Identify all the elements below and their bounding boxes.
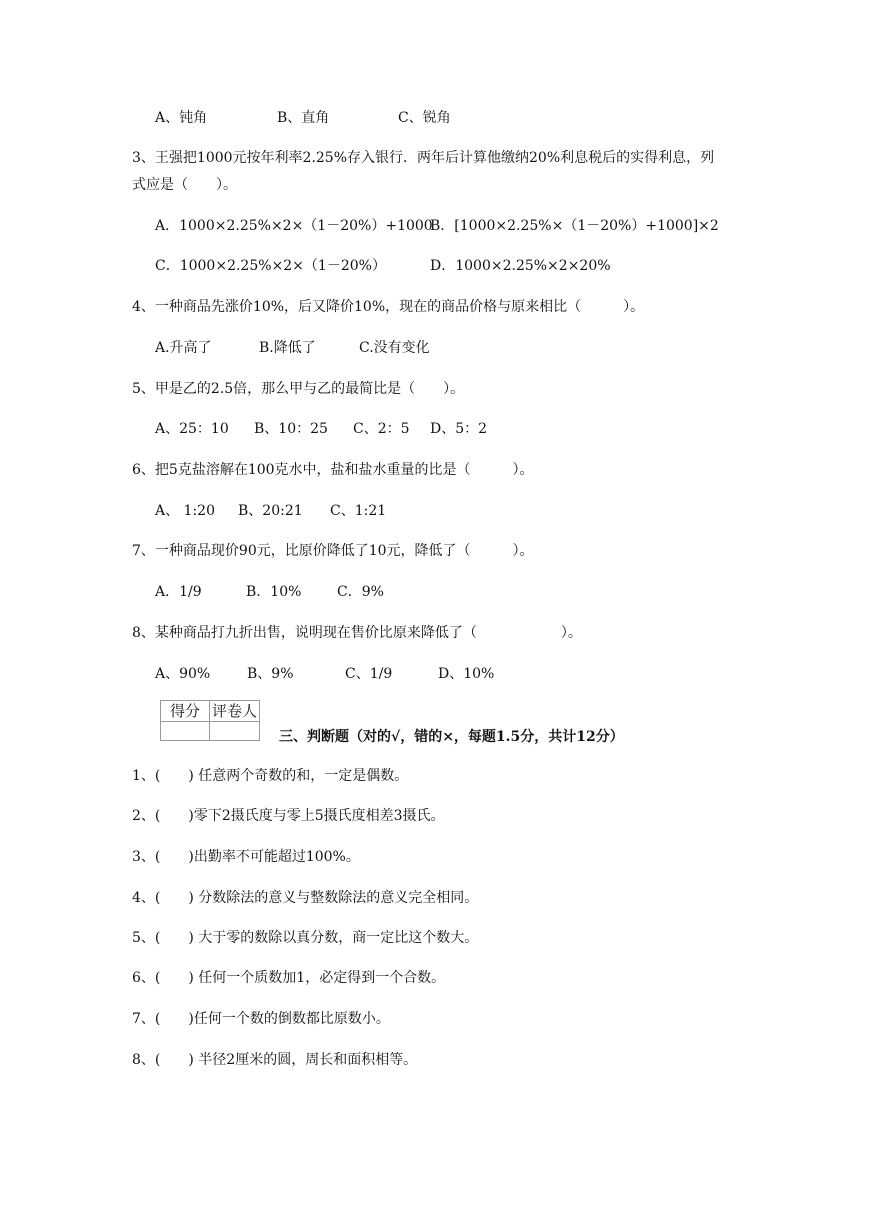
q7-text: 7、一种商品现价90元，比原价降低了10元，降低了（ ）。 <box>132 543 534 559</box>
judgment-item: 4、( ) 分数除法的意义与整数除法的意义完全相同。 <box>132 890 479 906</box>
q5-option-d: D、5：2 <box>430 421 488 437</box>
q7-option-a: A．1/9 <box>155 584 202 600</box>
q6-option-c: C、1:21 <box>330 503 387 519</box>
judgment-item: 1、( ) 任意两个奇数的和，一定是偶数。 <box>132 768 409 784</box>
judgment-item: 3、( )出勤率不可能超过100%。 <box>132 849 360 865</box>
q5-option-a: A、25：10 <box>155 421 229 437</box>
q5-option-b: B、10：25 <box>254 421 328 437</box>
section-title: 三、判断题（对的√，错的×，每题1.5分，共计12分） <box>279 729 624 745</box>
judgment-item: 2、( )零下2摄氏度与零上5摄氏度相差3摄氏。 <box>132 808 445 824</box>
q2-option-a: A、钝角 <box>155 110 208 126</box>
q6-text: 6、把5克盐溶解在100克水中，盐和盐水重量的比是（ ）。 <box>132 462 534 478</box>
q6-option-a: A、 1:20 <box>155 503 215 519</box>
q2-option-b: B、直角 <box>277 110 330 126</box>
q7-option-b: B．10% <box>246 584 302 600</box>
grader-cell[interactable] <box>210 722 260 741</box>
q8-option-c: C、1/9 <box>345 666 393 682</box>
q8-option-a: A、90% <box>155 666 211 682</box>
q5-text: 5、甲是乙的2.5倍，那么甲与乙的最简比是（ ）。 <box>132 381 465 397</box>
judgment-item: 6、( ) 任何一个质数加1，必定得到一个合数。 <box>132 970 446 986</box>
grader-header: 评卷人 <box>210 701 260 722</box>
score-cell[interactable] <box>161 722 210 741</box>
q3-option-b: B．[1000×2.25%×（1－20%）+1000]×2 <box>430 218 719 234</box>
judgment-item: 7、( )任何一个数的倒数都比原数小。 <box>132 1011 390 1027</box>
q3-option-a: A．1000×2.25%×2×（1－20%）+1000 <box>155 218 433 234</box>
score-table <box>160 700 260 741</box>
q3-option-d: D．1000×2.25%×2×20% <box>430 258 611 274</box>
q4-option-a: A.升高了 <box>155 340 212 356</box>
q8-option-d: D、10% <box>438 666 495 682</box>
q8-text: 8、某种商品打九折出售，说明现在售价比原来降低了（ ）。 <box>132 625 582 641</box>
q4-text: 4、一种商品先涨价10%，后又降价10%，现在的商品价格与原来相比（ ）。 <box>132 299 645 315</box>
q6-option-b: B、20:21 <box>238 503 303 519</box>
q3-option-c: C．1000×2.25%×2×（1－20%） <box>155 258 386 274</box>
q7-option-c: C．9% <box>337 584 384 600</box>
q5-option-c: C、2：5 <box>353 421 410 437</box>
q4-option-c: C.没有变化 <box>359 340 430 356</box>
q2-option-c: C、锐角 <box>398 110 451 126</box>
judgment-item: 5、( ) 大于零的数除以真分数，商一定比这个数大。 <box>132 930 479 946</box>
q3-text-line1: 3、王强把1000元按年利率2.25%存入银行．两年后计算他缴纳20%利息税后的实得利息，列 <box>132 150 715 166</box>
q8-option-b: B、9% <box>247 666 294 682</box>
judgment-item: 8、( ) 半径2厘米的圆，周长和面积相等。 <box>132 1052 418 1068</box>
q4-option-b: B.降低了 <box>259 340 316 356</box>
score-header: 得分 <box>161 701 210 722</box>
q3-text-line2: 式应是（ ）。 <box>132 177 237 193</box>
